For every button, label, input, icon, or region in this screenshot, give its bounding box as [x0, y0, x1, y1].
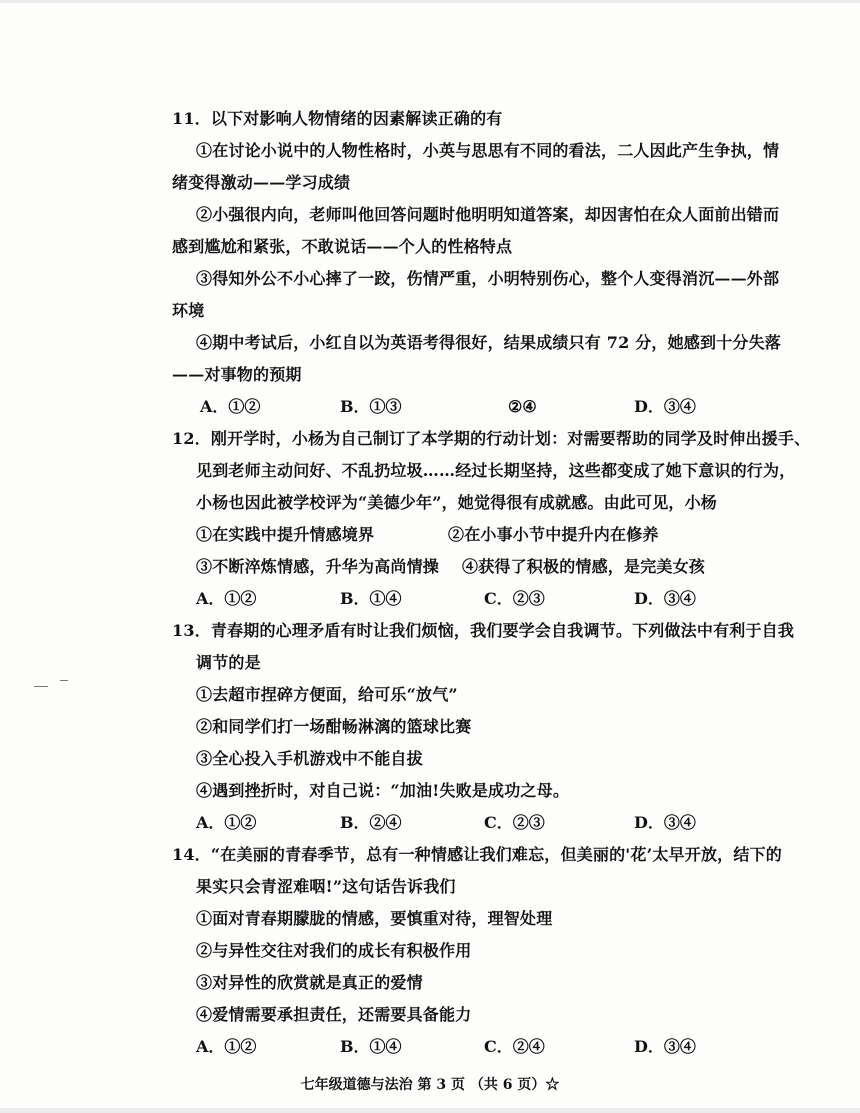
- q13-option-b: B．②④: [340, 813, 402, 832]
- q13-stem: 13．青春期的心理矛盾有时让我们烦恼，我们要学会自我调节。下列做法中有利于自我: [172, 621, 795, 640]
- q12-item-2: ②在小事小节中提升内在修养: [448, 525, 659, 544]
- q12-item-1: ①在实践中提升情感境界: [196, 525, 375, 544]
- q12-item-4: ④获得了积极的情感，是完美女孩: [462, 557, 706, 576]
- q14-item-4: ④爱情需要承担责任，还需要具备能力: [196, 1005, 472, 1024]
- q12-stem: 12．刚开学时，小杨为自己制订了本学期的行动计划：对需要帮助的同学及时伸出援手、: [172, 429, 811, 448]
- scan-edge-bottom: [0, 1108, 860, 1113]
- q12-item-3: ③不断淬炼情感，升华为高尚情操: [196, 557, 440, 576]
- q12-option-d: D．③④: [634, 589, 696, 608]
- q11-item-1-cont: 绪变得激动——学习成绩: [172, 173, 351, 192]
- q14-option-a: A．①②: [196, 1037, 257, 1056]
- q14-stem: 14．“在美丽的青春季节，总有一种情感让我们难忘，但美丽的'花’太早开放，结下的: [172, 845, 782, 864]
- q11-item-2-cont: 感到尴尬和紧张，不敢说话——个人的性格特点: [172, 237, 513, 256]
- q11-option-d: D．③④: [634, 397, 696, 416]
- q11-item-4-cont: ——对事物的预期: [172, 365, 302, 384]
- q11-item-4: ④期中考试后，小红自以为英语考得很好，结果成绩只有 72 分，她感到十分失落: [196, 333, 782, 352]
- q12-option-a: A．①②: [196, 589, 257, 608]
- scan-speck: [34, 686, 48, 687]
- q13-item-3: ③全心投入手机游戏中不能自拔: [196, 749, 423, 768]
- q11-option-b: B．①③: [340, 397, 402, 416]
- q11-item-3-cont: 环境: [172, 301, 205, 320]
- q13-item-2: ②和同学们打一场酣畅淋漓的篮球比赛: [196, 717, 472, 736]
- q12-option-c: C．②③: [484, 589, 545, 608]
- q13-option-a: A．①②: [196, 813, 257, 832]
- q13-option-d: D．③④: [634, 813, 696, 832]
- q11-option-a: A．①②: [200, 397, 261, 416]
- q11-item-2: ②小强很内向，老师叫他回答问题时他明明知道答案，却因害怕在众人面前出错而: [196, 205, 780, 224]
- page-footer: 七年级道德与法治 第 3 页 （共 6 页）☆: [300, 1077, 560, 1093]
- q14-option-b: B．①④: [340, 1037, 402, 1056]
- q11-stem: 11．以下对影响人物情绪的因素解读正确的有: [172, 109, 503, 128]
- q13-option-c: C．②③: [484, 813, 545, 832]
- q13-item-1: ①去超市捏碎方便面，给可乐“放气”: [196, 685, 458, 704]
- q12-option-b: B．①④: [340, 589, 402, 608]
- q12-stem-cont-1: 见到老师主动问好、不乱扔垃圾……经过长期坚持，这些都变成了她下意识的行为，: [196, 461, 796, 480]
- q14-item-3: ③对异性的欣赏就是真正的爱情: [196, 973, 423, 992]
- q11-option-c: ②④: [508, 397, 537, 416]
- q14-stem-cont: 果实只会青涩难咽!”这句话告诉我们: [196, 877, 456, 896]
- q14-option-d: D．③④: [634, 1037, 696, 1056]
- q13-item-4: ④遇到挫折时，对自己说：“加油!失败是成功之母。: [196, 781, 570, 800]
- q11-item-1: ①在讨论小说中的人物性格时，小英与思思有不同的看法，二人因此产生争执，情: [196, 141, 780, 160]
- q14-item-2: ②与异性交往对我们的成长有积极作用: [196, 941, 472, 960]
- q11-item-3: ③得知外公不小心摔了一跤，伤情严重，小明特别伤心，整个人变得消沉——外部: [196, 269, 780, 288]
- q14-option-c: C．②④: [484, 1037, 545, 1056]
- q13-stem-cont: 调节的是: [196, 653, 261, 672]
- scan-speck: [60, 680, 68, 681]
- scan-edge-top: [0, 0, 860, 3]
- q14-item-1: ①面对青春期朦胧的情感，要慎重对待，理智处理: [196, 909, 553, 928]
- q12-stem-cont-2: 小杨也因此被学校评为“美德少年”，她觉得很有成就感。由此可见，小杨: [196, 493, 718, 512]
